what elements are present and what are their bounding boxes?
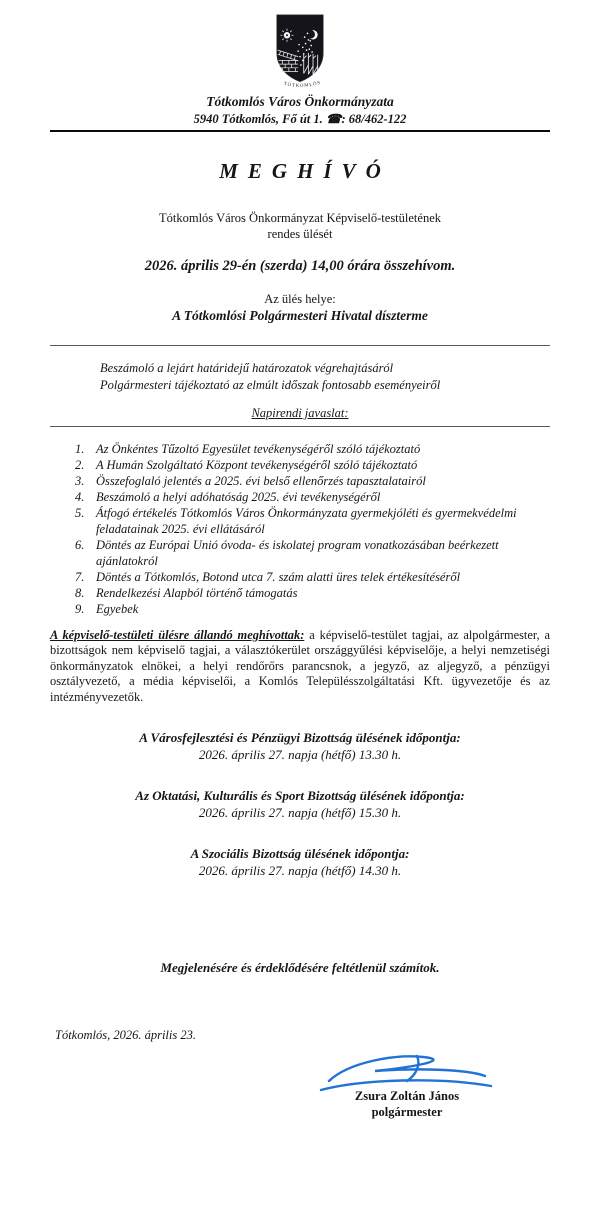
signature-block [298,1050,516,1120]
date-line: Tótkomlós, 2026. április 23. [55,1028,196,1042]
agenda-item: Átfogó értékelés Tótkomlós Város Önkormányzata gyermekjóléti és gyermekvédelmi feladatainak 2025. évi ellátásáról [96,506,517,536]
section-rule-top [50,345,550,346]
venue-label: Az ülés helye: [264,292,336,306]
committee-schedule [0,730,600,879]
invitees-paragraph [50,628,550,705]
committee-block [0,730,600,763]
agenda-item: A Humán Szolgáltató Központ tevékenységéről szóló tájékoztató [96,458,418,472]
header-rule [50,130,550,132]
agenda-item: Összefoglaló jelentés a 2025. évi belső ellenőrzés tapasztalatairól [96,474,426,488]
meeting-datetime: 2026. április 29-én (szerda) 14,00 órára összehívom. [144,258,456,274]
standing-reports [100,360,540,393]
committee-name: A Városfejlesztési és Pénzügyi Bizottság ülésének időpontja: [139,729,461,745]
signer-title: polgármester [371,1104,443,1119]
agenda-item: Beszámoló a helyi adóhatóság 2025. évi tevékenységéről [96,490,381,504]
committee-block [0,846,600,879]
agenda-item: Döntés az Európai Unió óvoda- és iskolatej program vonatkozásában beérkezett ajánlatokról [96,538,499,568]
committee-name: Az Oktatási, Kulturális és Sport Bizottság ülésének időpontja: [135,787,465,803]
report-line: Beszámoló a lejárt határidejű határozatok végrehajtásáról [100,361,394,375]
letter-body [0,159,600,1119]
meeting-type-line: rendes ülését [267,227,333,241]
org-name: Tótkomlós Város Önkormányzata [206,94,394,109]
svg-text:TÓTKOMLÓS: TÓTKOMLÓS [283,80,322,89]
committee-time: 2026. április 27. napja (hétfő) 13.30 h. [198,746,402,762]
section-rule-bottom [50,426,550,427]
committee-time: 2026. április 27. napja (hétfő) 14.30 h. [198,862,402,878]
closing-sentence: Megjelenésére és érdeklődésére feltétlenül számítok. [160,960,440,975]
org-address: 5940 Tótkomlós, Fő út 1. ☎: 68/462-122 [193,112,407,126]
signer-name: Zsura Zoltán János [354,1089,460,1103]
committee-name: A Szociális Bizottság ülésének időpontja: [190,845,410,861]
meeting-body-line: Tótkomlós Város Önkormányzat Képviselő-testületének [159,211,441,225]
document-title: MEGHÍVÓ [219,159,391,183]
report-line: Polgármesteri tájékoztató az elmúlt időszak fontosabb eseményeiről [100,377,441,392]
committee-block [0,788,600,821]
agenda-heading: Napirendi javaslat: [251,406,349,420]
agenda-list [75,441,548,617]
agenda-item: Egyebek [96,602,139,616]
committee-time: 2026. április 27. napja (hétfő) 15.30 h. [198,804,402,820]
agenda-item: Rendelkezési Alapból történő támogatás [96,586,298,600]
letterhead [0,12,600,132]
invitees-body: a képviselő-testület tagjai, az alpolgármester, a bizottságok nem képviselő tagjai, a választókerület országgyűlési képviselője, a helyi nemzetiségi önkormányzatok elnökei, a helyi rendőrőrs parancsnok, a jegyző, az aljegyző, a pénzügyi osztályvezető, a média képviselői, a Komlós Településszolgáltatási Kft. ügyvezetője és az intézményvezetők. [50,628,550,704]
venue-name: A Tótkomlósi Polgármesteri Hivatal díszterme [172,308,428,323]
agenda-item: Az Önkéntes Tűzoltó Egyesület tevékenységéről szóló tájékoztató [96,442,421,456]
invitees-lead: A képviselő-testületi ülésre állandó meghívottak: [50,628,305,642]
coat-of-arms-icon [272,12,328,92]
agenda-item: Döntés a Tótkomlós, Botond utca 7. szám alatti üres telek értékesítéséről [96,570,461,584]
